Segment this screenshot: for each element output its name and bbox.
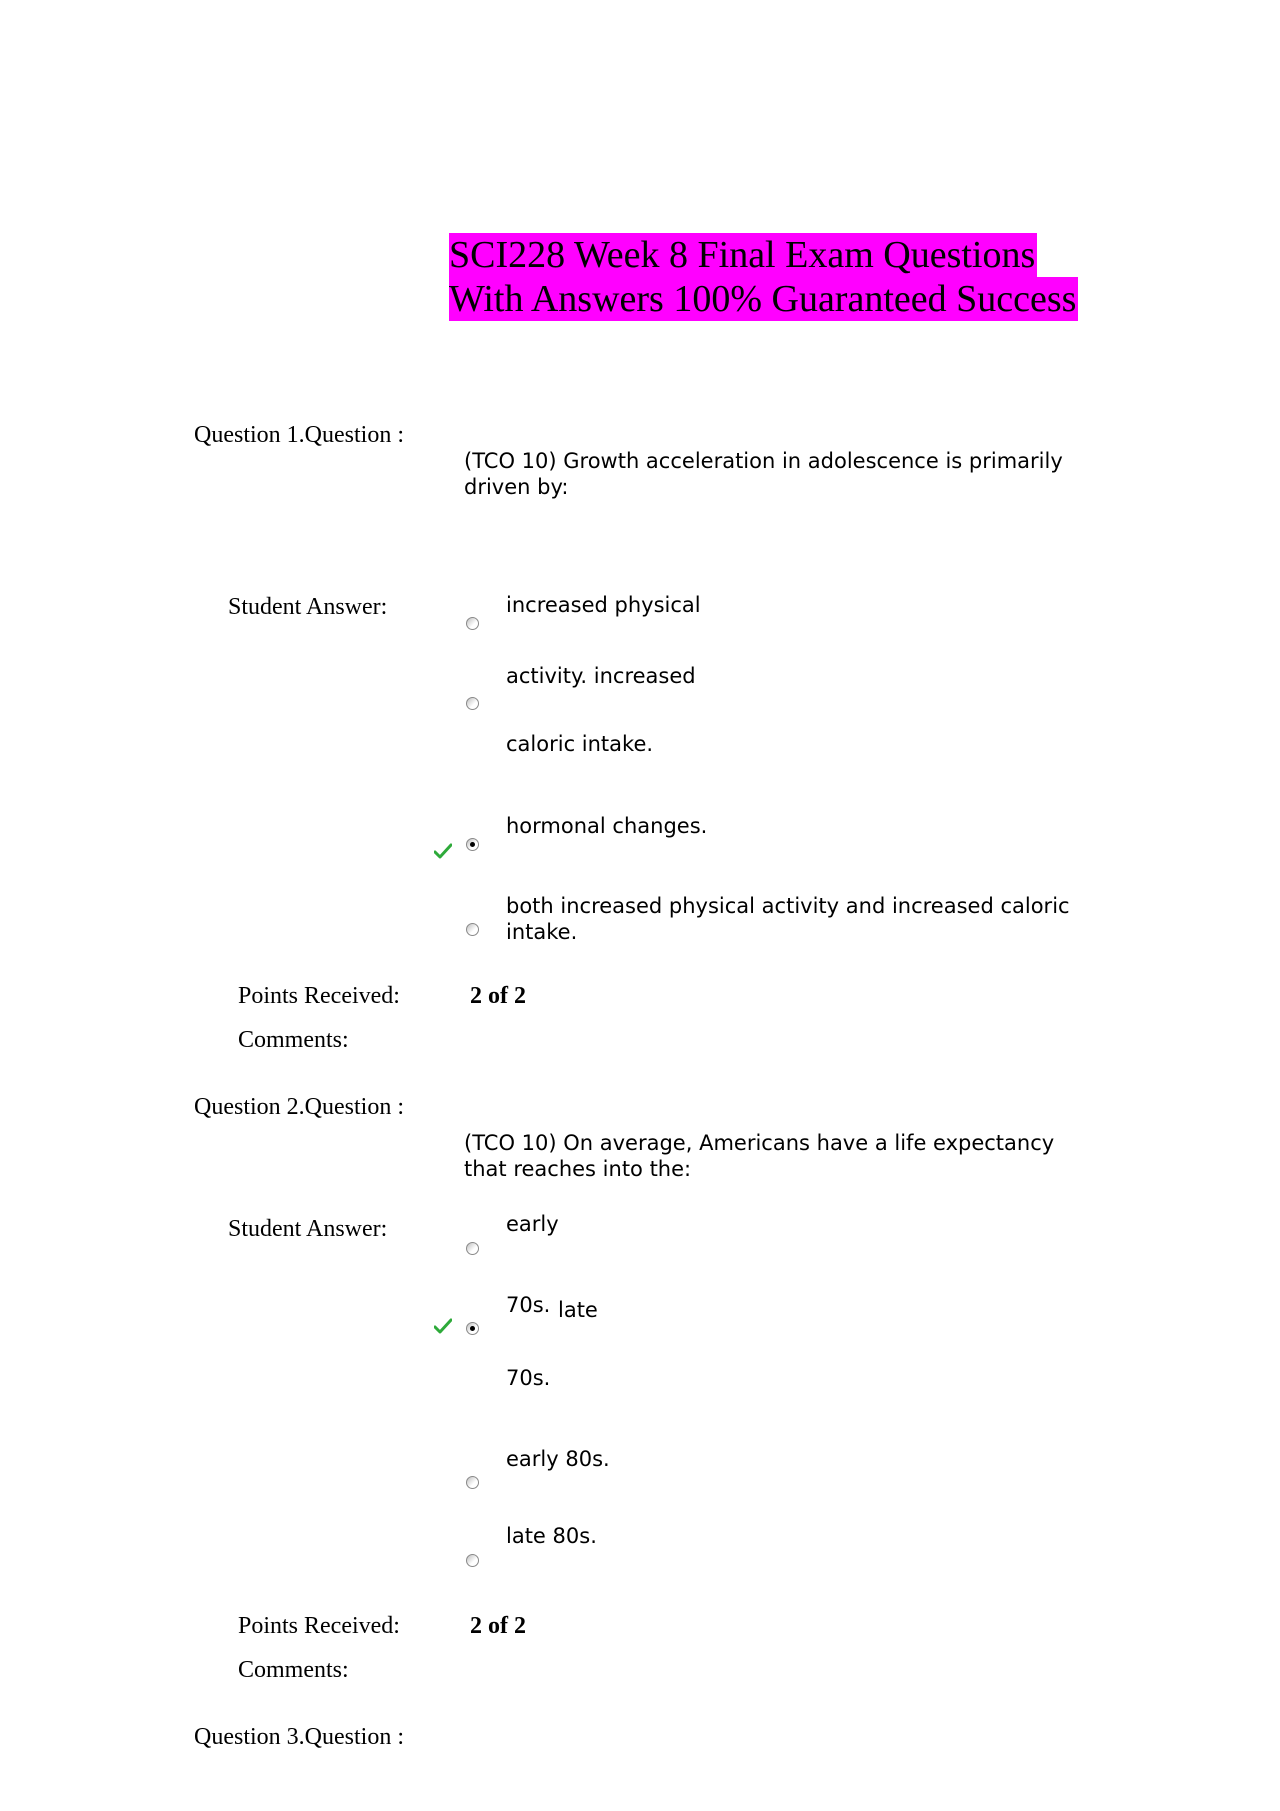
question-2-option-1-radio-icon[interactable] [466, 1242, 479, 1255]
question-1-option-2-radio-icon[interactable] [466, 697, 479, 710]
question-1-student-answer-label: Student Answer: [228, 594, 388, 620]
question-2-answer-line-4: 70s. [506, 1366, 551, 1390]
question-1-answer-line-5: both increased physical activity and increased caloric [506, 894, 1070, 918]
question-2-correct-check-icon [434, 1318, 452, 1334]
question-2-comments-label: Comments: [238, 1657, 349, 1683]
question-1-answer-line-6: intake. [506, 920, 578, 944]
question-1-text-line-2: driven by: [464, 475, 569, 499]
question-2-option-3-radio-icon[interactable] [466, 1476, 479, 1489]
question-2-answer-line-3: late [558, 1298, 598, 1322]
question-2-label: Question 2.Question : [194, 1094, 404, 1120]
question-2-option-2-radio-icon[interactable] [466, 1322, 479, 1335]
question-1-correct-check-icon [434, 843, 452, 859]
question-2-points-label: Points Received: [238, 1613, 400, 1639]
question-1-answer-line-1: increased physical [506, 593, 701, 617]
question-2-student-answer-label: Student Answer: [228, 1216, 388, 1242]
question-2-points-value: 2 of 2 [470, 1613, 526, 1639]
question-2-answer-line-1: early [506, 1212, 559, 1236]
question-2-text-line-2: that reaches into the: [464, 1157, 692, 1181]
question-1-option-4-radio-icon[interactable] [466, 923, 479, 936]
question-1-option-1-radio-icon[interactable] [466, 617, 479, 630]
question-1-answer-line-2: activity. increased [506, 664, 696, 688]
question-1-points-label: Points Received: [238, 983, 400, 1009]
question-2-answer-line-6: late 80s. [506, 1524, 597, 1548]
question-3-label: Question 3.Question : [194, 1724, 404, 1750]
question-1-answer-line-3: caloric intake. [506, 732, 654, 756]
question-1-text-line-1: (TCO 10) Growth acceleration in adolescence is primarily [464, 449, 1063, 473]
question-2-answer-line-5: early 80s. [506, 1447, 610, 1471]
document-title-line-1: SCI228 Week 8 Final Exam Questions [449, 234, 1036, 276]
question-1-option-3-radio-icon[interactable] [466, 838, 479, 851]
question-1-comments-label: Comments: [238, 1027, 349, 1053]
question-1-points-value: 2 of 2 [470, 983, 526, 1009]
question-2-answer-line-2: 70s. [506, 1293, 551, 1317]
question-2-option-4-radio-icon[interactable] [466, 1554, 479, 1567]
question-1-answer-line-4: hormonal changes. [506, 814, 708, 838]
document-title-line-2: With Answers 100% Guaranteed Success [449, 278, 1077, 320]
question-2-text-line-1: (TCO 10) On average, Americans have a life expectancy [464, 1131, 1055, 1155]
question-1-label: Question 1.Question : [194, 422, 404, 448]
